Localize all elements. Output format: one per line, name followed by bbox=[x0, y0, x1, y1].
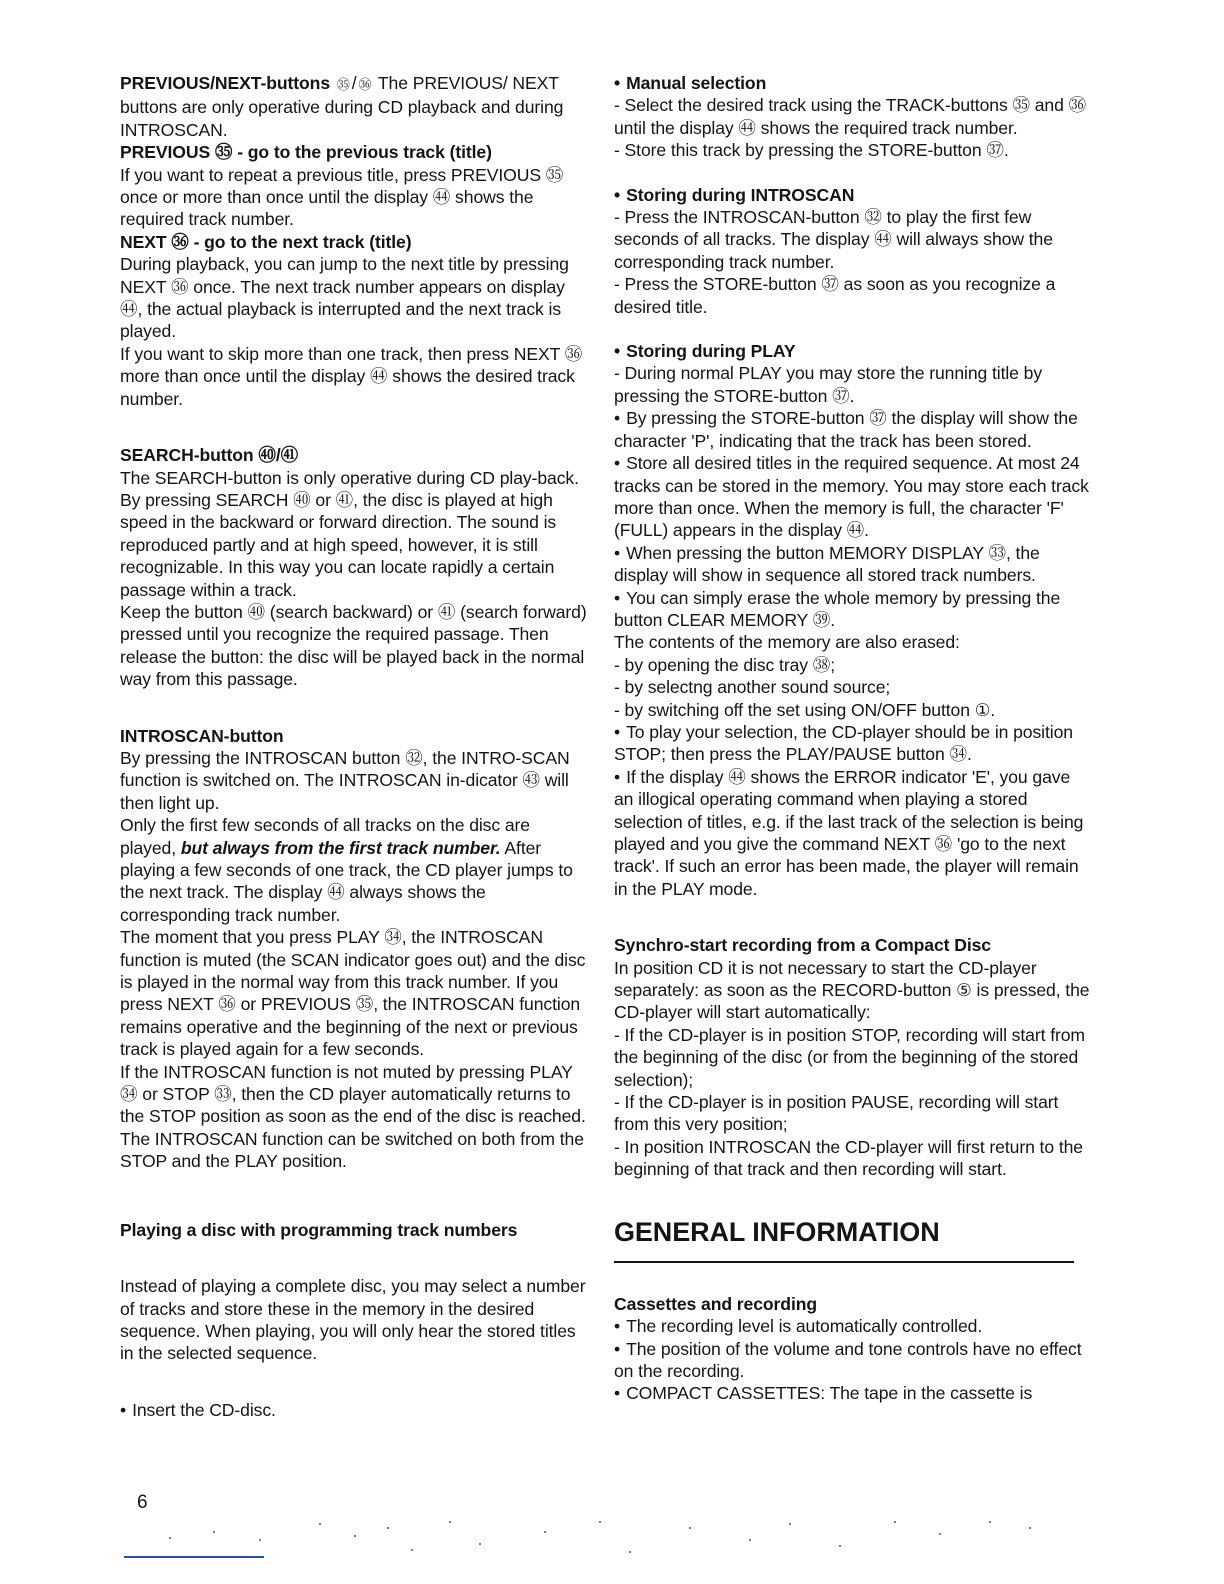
spacer bbox=[614, 1263, 1090, 1293]
search-p3: Keep the button ㊵ (search backward) or ㊶ (search forward) pressed until you recognize the required passage. Then release the button: the disc will be played back in the normal way from this passage. bbox=[120, 601, 587, 690]
scan-noise bbox=[150, 1510, 1070, 1570]
storing-play-e1: - by opening the disc tray ㊳; bbox=[614, 654, 836, 675]
next-text-2: If you want to skip more than one track, then press NEXT ㊱ more than once until the display ㊹ shows the desired track number. bbox=[120, 343, 583, 409]
introscan-p2-a: Only the first few seconds of all tracks on the disc are played, bbox=[120, 815, 530, 858]
programming-heading: Playing a disc with programming track numbers bbox=[120, 1219, 518, 1240]
general-information-title: GENERAL INFORMATION bbox=[614, 1215, 1074, 1263]
storing-intro-heading: • Storing during INTROSCAN bbox=[614, 184, 1090, 206]
manual-l1: - Select the desired track using the TRACK-buttons ㉟ and ㊱ until the display ㊹ shows the required track number. bbox=[614, 95, 1087, 138]
page-number: 6 bbox=[137, 1492, 148, 1513]
storing-play-b3: • When pressing the button MEMORY DISPLAY ㉝, the display will show in sequence all stored track numbers. bbox=[614, 542, 1090, 587]
spacer bbox=[120, 1173, 590, 1219]
prevnext-intro: The PREVIOUS/ NEXT buttons are only operative during CD playback and during INTROSCAN. bbox=[120, 73, 564, 140]
storing-play-b2: • Store all desired titles in the required sequence. At most 24 tracks can be stored in the memory. You may store each track more than once. When the memory is full, the character 'F' (FULL) appears in the display ㊹. bbox=[614, 452, 1090, 542]
cassettes-heading: Cassettes and recording bbox=[614, 1293, 818, 1314]
synchro-l2: - If the CD-player is in position PAUSE, recording will start from this very position; bbox=[614, 1092, 1059, 1135]
spacer bbox=[120, 691, 590, 725]
storing-play-b4: • You can simply erase the whole memory by pressing the button CLEAR MEMORY ㊴. bbox=[614, 587, 1090, 632]
previous-heading: PREVIOUS ㉟ - go to the previous track (title) bbox=[120, 142, 492, 163]
prevnext-ref-sep: / bbox=[351, 73, 357, 93]
section-storing-play bbox=[614, 340, 1090, 900]
section-search bbox=[120, 444, 590, 690]
prevnext-paragraph bbox=[120, 72, 590, 141]
right-column bbox=[614, 72, 1090, 1405]
manual-heading: • Manual selection bbox=[614, 72, 1090, 94]
storing-play-l1: - During normal PLAY you may store the running title by pressing the STORE-button ㊲. bbox=[614, 363, 1043, 406]
storing-play-e3: - by switching off the set using ON/OFF button ①. bbox=[614, 699, 996, 720]
left-column bbox=[120, 72, 590, 1421]
storing-intro-l1: - Press the INTROSCAN-button ㉜ to play the first few seconds of all tracks. The display ㊹ will always show the corresponding track number. bbox=[614, 207, 1053, 272]
prevnext-ref1: ㉟ bbox=[336, 77, 350, 92]
introscan-p2 bbox=[120, 814, 590, 926]
storing-play-heading: • Storing during PLAY bbox=[614, 340, 1090, 362]
search-p2: By pressing SEARCH ㊵ or ㊶, the disc is played at high speed in the backward or forward direction. The sound is reproduced partly and at high speed, however, it is still recognizable. In this way you can locate rapidly a certain passage within a track. bbox=[120, 489, 557, 600]
spacer bbox=[120, 1365, 590, 1399]
section-manual-selection bbox=[614, 72, 1090, 162]
section-storing-introscan bbox=[614, 184, 1090, 318]
storing-play-b5: • To play your selection, the CD-player should be in position STOP; then press the PLAY/PAUSE button ㉞. bbox=[614, 721, 1090, 766]
introscan-p2-b: After playing a few seconds of one track, the CD player jumps to the next track. The display ㊹ always shows the corresponding track number. bbox=[120, 837, 573, 925]
introscan-p3: The moment that you press PLAY ㉞, the INTROSCAN function is muted (the SCAN indicator goes out) and the disc is played in the normal way from this track number. If you press NEXT ㊱ or PREVIOUS ㉟, the INTROSCAN function remains operative and the beginning of the next or previous track is played again for a few seconds. bbox=[120, 927, 586, 1060]
manual-l2: - Store this track by pressing the STORE-button ㊲. bbox=[614, 140, 1009, 161]
introscan-p5: The INTROSCAN function can be switched on both from the STOP and the PLAY position. bbox=[120, 1128, 584, 1172]
spacer bbox=[120, 410, 590, 444]
synchro-l1: - If the CD-player is in position STOP, recording will start from the beginning of the disc (or from the beginning of the stored selection); bbox=[614, 1024, 1085, 1090]
next-heading: NEXT ㊱ - go to the next track (title) bbox=[120, 231, 412, 252]
general-b3: • COMPACT CASSETTES: The tape in the cassette is bbox=[614, 1382, 1090, 1404]
section-previous-next bbox=[120, 72, 590, 410]
spacer bbox=[614, 900, 1090, 934]
section-synchro-start bbox=[614, 934, 1090, 1180]
introscan-heading: INTROSCAN-button bbox=[120, 725, 284, 746]
general-b1: • The recording level is automatically controlled. bbox=[614, 1315, 1090, 1337]
footer-rule bbox=[124, 1556, 264, 1558]
synchro-l3: - In position INTROSCAN the CD-player will first return to the beginning of that track and then recording will start. bbox=[614, 1136, 1083, 1180]
programming-bullet: • Insert the CD-disc. bbox=[120, 1399, 590, 1421]
storing-play-erased-intro: The contents of the memory are also erased: bbox=[614, 632, 960, 653]
section-programming bbox=[120, 1219, 590, 1421]
spacer bbox=[614, 162, 1090, 184]
section-general-information bbox=[614, 1215, 1090, 1405]
section-introscan bbox=[120, 725, 590, 1173]
programming-p1: Instead of playing a complete disc, you may select a number of tracks and store these in the memory in the desired sequence. When playing, you will only hear the stored titles in the selected sequence. bbox=[120, 1276, 586, 1364]
prevnext-ref2: ㊱ bbox=[358, 77, 372, 92]
search-p1: The SEARCH-button is only operative during CD play-back. bbox=[120, 467, 579, 488]
spacer bbox=[120, 1241, 590, 1275]
introscan-p2-emphasis: but always from the first track number. bbox=[180, 837, 501, 858]
synchro-heading: Synchro-start recording from a Compact Disc bbox=[614, 935, 991, 956]
synchro-p1: In position CD it is not necessary to start the CD-player separately: as soon as the RECORD-button ⑤ is pressed, the CD-player will start automatically: bbox=[614, 957, 1090, 1023]
storing-play-b6: • If the display ㊹ shows the ERROR indicator 'E', you gave an illogical operating command when playing a stored selection of titles, e.g. if the last track of the selection is being played and you give the command NEXT ㊱ 'go to the next track'. If such an error has been made, the player will remain in the PLAY mode. bbox=[614, 766, 1090, 900]
storing-play-e2: - by selectng another sound source; bbox=[614, 677, 891, 698]
general-b2: • The position of the volume and tone controls have no effect on the recording. bbox=[614, 1338, 1090, 1383]
search-heading: SEARCH-button ㊵/㊶ bbox=[120, 445, 299, 466]
storing-intro-l2: - Press the STORE-button ㊲ as soon as you recognize a desired title. bbox=[614, 274, 1056, 317]
introscan-p4: If the INTROSCAN function is not muted by pressing PLAY ㉞ or STOP ㉝, then the CD player automatically returns to the STOP position as soon as the end of the disc is reached. bbox=[120, 1061, 586, 1127]
storing-play-b1: • By pressing the STORE-button ㊲ the display will show the character 'P', indicating that the track has been stored. bbox=[614, 407, 1090, 452]
spacer bbox=[614, 318, 1090, 340]
spacer bbox=[614, 1181, 1090, 1215]
introscan-p1: By pressing the INTROSCAN button ㉜, the INTRO-SCAN function is switched on. The INTROSCAN in-dicator ㊸ will then light up. bbox=[120, 747, 570, 813]
previous-text: If you want to repeat a previous title, press PREVIOUS ㉟ once or more than once until the display ㊹ shows the required track number. bbox=[120, 164, 564, 230]
next-text-1: During playback, you can jump to the next title by pressing NEXT ㊱ once. The next track number appears on display ㊹, the actual playback is interrupted and the next track is played. bbox=[120, 254, 569, 342]
prevnext-heading: PREVIOUS/NEXT-buttons bbox=[120, 73, 331, 93]
